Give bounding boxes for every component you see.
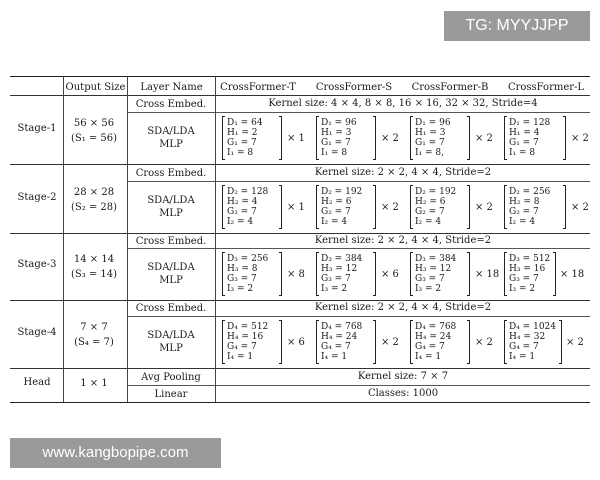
config-h: H₂ = 8 — [509, 197, 540, 207]
config-d: D₃ = 384 — [415, 254, 457, 264]
config-i: I₂ = 4 — [227, 217, 254, 227]
config-i: I₂ = 4 — [415, 217, 442, 227]
config-g: G₁ = 7 — [227, 138, 257, 148]
table-top-rule — [10, 76, 590, 77]
config-d: D₂ = 128 — [227, 187, 269, 197]
block-layer-name — [128, 125, 214, 151]
config-g: G₂ = 7 — [415, 207, 445, 217]
output-size-main: 14 × 14 — [73, 254, 115, 265]
block-label-mlp: MLP — [159, 139, 183, 150]
config-h: H₂ = 6 — [415, 197, 446, 207]
embed-kernel: Kernel size: 2 × 2, 4 × 4, Stride=2 — [314, 167, 492, 178]
stage1-embed-rule — [128, 112, 590, 113]
config-d: D₂ = 192 — [321, 187, 363, 197]
stage-label: Stage-1 — [17, 123, 57, 134]
output-size-main: 7 × 7 — [80, 322, 108, 333]
config-h: H₃ = 12 — [321, 264, 358, 274]
depth-multiplier: × 1 — [287, 133, 305, 144]
config-i: I₁ = 8 — [321, 148, 348, 158]
header-rule — [10, 95, 590, 96]
config-d: D₄ = 512 — [227, 322, 269, 332]
output-size — [66, 252, 122, 282]
config-i: I₂ = 4 — [321, 217, 348, 227]
config-h: H₄ = 24 — [415, 332, 452, 342]
config-h: H₁ = 4 — [509, 128, 540, 138]
depth-multiplier: × 2 — [381, 202, 399, 213]
watermark-top: TG: MYYJJPP — [444, 11, 590, 41]
header-layer-name: Layer Name — [140, 82, 203, 93]
output-size — [66, 320, 122, 350]
config-d: D₃ = 256 — [227, 254, 269, 264]
embed-kernel: Kernel size: 2 × 2, 4 × 4, Stride=2 — [314, 235, 492, 246]
stage4-end-rule — [10, 368, 590, 369]
depth-multiplier: × 2 — [571, 133, 589, 144]
block-layer-name — [128, 261, 214, 287]
depth-multiplier: × 2 — [381, 337, 399, 348]
output-size-sub: (S₄ = 7) — [74, 337, 114, 348]
config-d: D₄ = 768 — [321, 322, 363, 332]
config-matrix — [222, 253, 282, 295]
config-h: H₄ = 32 — [509, 332, 546, 342]
config-matrix — [504, 117, 566, 159]
embed-layer-name: Cross Embed. — [135, 99, 207, 110]
config-matrix — [410, 117, 470, 159]
config-matrix — [222, 321, 282, 363]
config-i: I₄ = 1 — [321, 352, 348, 362]
depth-multiplier: × 6 — [381, 269, 399, 280]
config-h: H₁ = 2 — [227, 128, 258, 138]
config-matrix — [504, 321, 562, 363]
config-g: G₁ = 7 — [509, 138, 539, 148]
config-h: H₁ = 3 — [321, 128, 352, 138]
output-size — [66, 185, 122, 215]
block-label-attn: SDA/LDA — [147, 330, 195, 341]
config-i: I₄ = 1 — [415, 352, 442, 362]
output-size-sub: (S₃ = 14) — [70, 269, 118, 280]
stage-label: Stage-2 — [17, 192, 57, 203]
config-g: G₂ = 7 — [321, 207, 351, 217]
avg-pooling-kernel: Kernel size: 7 × 7 — [357, 371, 449, 382]
config-d: D₃ = 384 — [321, 254, 363, 264]
depth-multiplier: × 18 — [475, 269, 500, 280]
config-matrix — [410, 186, 470, 228]
config-d: D₄ = 768 — [415, 322, 457, 332]
watermark-bottom: www.kangbopipe.com — [10, 438, 221, 468]
stage2-embed-rule — [128, 181, 590, 182]
config-matrix — [222, 186, 282, 228]
config-i: I₃ = 2 — [227, 284, 254, 294]
config-g: G₁ = 7 — [321, 138, 351, 148]
embed-layer-name: Cross Embed. — [135, 168, 207, 179]
config-matrix — [410, 321, 470, 363]
head-mid-rule — [128, 385, 590, 386]
config-g: G₄ = 7 — [227, 342, 257, 352]
config-matrix — [316, 186, 376, 228]
config-d: D₁ = 96 — [321, 118, 357, 128]
depth-multiplier: × 1 — [287, 202, 305, 213]
embed-kernel: Kernel size: 2 × 2, 4 × 4, Stride=2 — [314, 302, 492, 313]
stage3-embed-rule — [128, 248, 590, 249]
depth-multiplier: × 8 — [287, 269, 305, 280]
block-label-mlp: MLP — [159, 208, 183, 219]
config-d: D₁ = 128 — [509, 118, 551, 128]
config-h: H₃ = 16 — [509, 264, 546, 274]
block-label-mlp: MLP — [159, 275, 183, 286]
config-h: H₂ = 6 — [321, 197, 352, 207]
config-g: G₃ = 7 — [509, 274, 539, 284]
config-i: I₁ = 8, — [415, 148, 445, 158]
config-h: H₃ = 12 — [415, 264, 452, 274]
config-g: G₃ = 7 — [321, 274, 351, 284]
block-label-attn: SDA/LDA — [147, 126, 195, 137]
depth-multiplier: × 18 — [560, 269, 585, 280]
depth-multiplier: × 2 — [381, 133, 399, 144]
embed-kernel: Kernel size: 4 × 4, 8 × 8, 16 × 16, 32 × 32, Stride=4 — [268, 98, 538, 109]
config-i: I₄ = 1 — [227, 352, 254, 362]
stage-label: Stage-3 — [17, 259, 57, 270]
embed-layer-name: Cross Embed. — [135, 236, 207, 247]
config-i: I₃ = 2 — [321, 284, 348, 294]
header-output-size: Output Size — [65, 82, 126, 93]
depth-multiplier: × 2 — [571, 202, 589, 213]
output-size-main: 56 × 56 — [73, 118, 115, 129]
stage4-embed-rule — [128, 316, 590, 317]
config-i: I₄ = 1 — [509, 352, 536, 362]
config-g: G₁ = 7 — [415, 138, 445, 148]
config-d: D₁ = 64 — [227, 118, 263, 128]
output-size-sub: (S₂ = 28) — [70, 202, 118, 213]
output-size — [66, 116, 122, 146]
config-i: I₂ = 4 — [509, 217, 536, 227]
config-g: G₂ = 7 — [509, 207, 539, 217]
config-h: H₃ = 8 — [227, 264, 258, 274]
header-model-b: CrossFormer-B — [411, 82, 489, 93]
config-h: H₄ = 24 — [321, 332, 358, 342]
table-bottom-rule — [10, 402, 590, 403]
block-label-attn: SDA/LDA — [147, 195, 195, 206]
output-size-sub: (S₁ = 56) — [70, 133, 118, 144]
config-matrix — [316, 117, 376, 159]
config-i: I₁ = 8 — [509, 148, 536, 158]
depth-multiplier: × 2 — [475, 337, 493, 348]
linear-layer: Linear — [154, 389, 188, 400]
config-g: G₃ = 7 — [415, 274, 445, 284]
output-size-main: 28 × 28 — [73, 187, 115, 198]
avg-pooling-layer: Avg Pooling — [141, 372, 201, 383]
linear-classes: Classes: 1000 — [367, 388, 439, 399]
config-h: H₂ = 4 — [227, 197, 258, 207]
config-g: G₄ = 7 — [321, 342, 351, 352]
header-model-s: CrossFormer-S — [315, 82, 393, 93]
header-model-l: CrossFormer-L — [507, 82, 585, 93]
stage1-end-rule — [10, 164, 590, 165]
col-divider-output — [63, 76, 64, 402]
config-g: G₃ = 7 — [227, 274, 257, 284]
config-g: G₄ = 7 — [509, 342, 539, 352]
config-matrix — [504, 253, 556, 295]
config-d: D₄ = 1024 — [509, 322, 556, 332]
config-matrix — [316, 253, 376, 295]
stage-label: Stage-4 — [17, 327, 57, 338]
config-g: G₂ = 7 — [227, 207, 257, 217]
config-matrix — [504, 186, 566, 228]
config-h: H₄ = 16 — [227, 332, 264, 342]
config-d: D₃ = 512 — [509, 254, 551, 264]
block-label-mlp: MLP — [159, 343, 183, 354]
block-label-attn: SDA/LDA — [147, 262, 195, 273]
stage3-end-rule — [10, 300, 590, 301]
header-model-t: CrossFormer-T — [220, 82, 296, 93]
head-label: Head — [23, 377, 51, 388]
config-h: H₁ = 3 — [415, 128, 446, 138]
depth-multiplier: × 2 — [475, 133, 493, 144]
block-layer-name — [128, 194, 214, 220]
block-layer-name — [128, 329, 214, 355]
config-i: I₃ = 2 — [509, 284, 536, 294]
config-g: G₄ = 7 — [415, 342, 445, 352]
config-d: D₂ = 256 — [509, 187, 551, 197]
depth-multiplier: × 2 — [566, 337, 584, 348]
stage2-end-rule — [10, 233, 590, 234]
embed-layer-name: Cross Embed. — [135, 303, 207, 314]
config-i: I₁ = 8 — [227, 148, 254, 158]
config-i: I₃ = 2 — [415, 284, 442, 294]
config-matrix — [410, 253, 470, 295]
head-output-size: 1 × 1 — [80, 378, 108, 389]
config-matrix — [316, 321, 376, 363]
config-d: D₂ = 192 — [415, 187, 457, 197]
config-matrix — [222, 117, 282, 159]
depth-multiplier: × 6 — [287, 337, 305, 348]
depth-multiplier: × 2 — [475, 202, 493, 213]
config-d: D₁ = 96 — [415, 118, 451, 128]
